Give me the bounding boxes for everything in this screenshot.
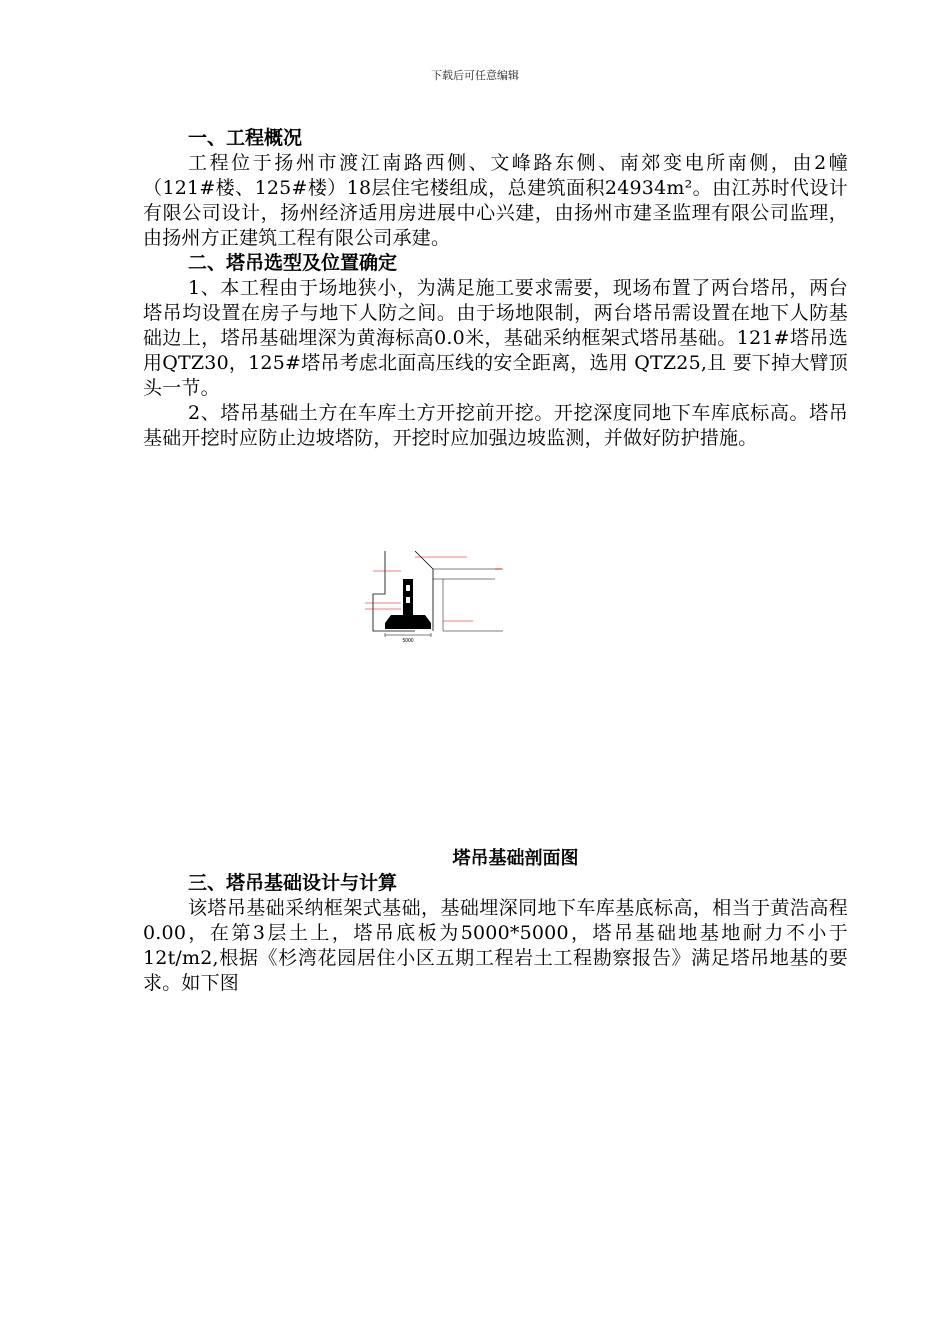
document-body	[143, 126, 848, 996]
dimension-label: 5000	[402, 638, 414, 644]
section-3-heading: 三、塔吊基础设计与计算	[188, 872, 398, 894]
section-2-paragraph-2: 2、塔吊基础土方在车库土方开挖前开挖。开挖深度同地下车库底标高。塔吊基础开挖时应防止边坡塔防，开挖时应加强边坡监测，并做好防护措施。	[143, 402, 848, 449]
section-1-heading: 一、工程概况	[188, 127, 303, 149]
section-3-paragraph: 该塔吊基础采纳框架式基础，基础埋深同地下车库基底标高，相当于黄浩高程0.00，在第3层土上，塔吊底板为5000*5000，塔吊基础地基地耐力不小于12t/m2,根据《杉湾花园居住小区五期工程岩土工程勘察报告》满足塔吊地基的要求。如下图	[143, 897, 848, 994]
page-header-note: 下载后可任意编辑	[431, 69, 519, 82]
figure-caption: 塔吊基础剖面图	[452, 848, 579, 869]
section-1-paragraph: 工程位于扬州市渡江南路西侧、文峰路东侧、南郊变电所南侧，由2幢（121#楼、125#楼）18层住宅楼组成，总建筑面积24934m²。由江苏时代设计有限公司设计，扬州经济适用房进展中心兴建，由扬州市建圣监理有限公司监理，由扬州方正建筑工程有限公司承建。	[143, 152, 848, 249]
section-2-paragraph-1: 1、本工程由于场地狭小，为满足施工要求需要，现场布置了两台塔吊，两台塔吊均设置在房子与地下人防之间。由于场地限制，两台塔吊需设置在地下人防基础边上，塔吊基础埋深为黄海标高0.0米，基础采纳框架式塔吊基础。121#塔吊选用QTZ30，125#塔吊考虑北面高压线的安全距离，选用 QTZ25,且 要下掉大臂顶头一节。	[143, 277, 849, 399]
foundation-section-figure	[143, 451, 848, 846]
section-2-heading: 二、塔吊选型及位置确定	[188, 252, 398, 274]
foundation-section-drawing	[355, 549, 505, 644]
